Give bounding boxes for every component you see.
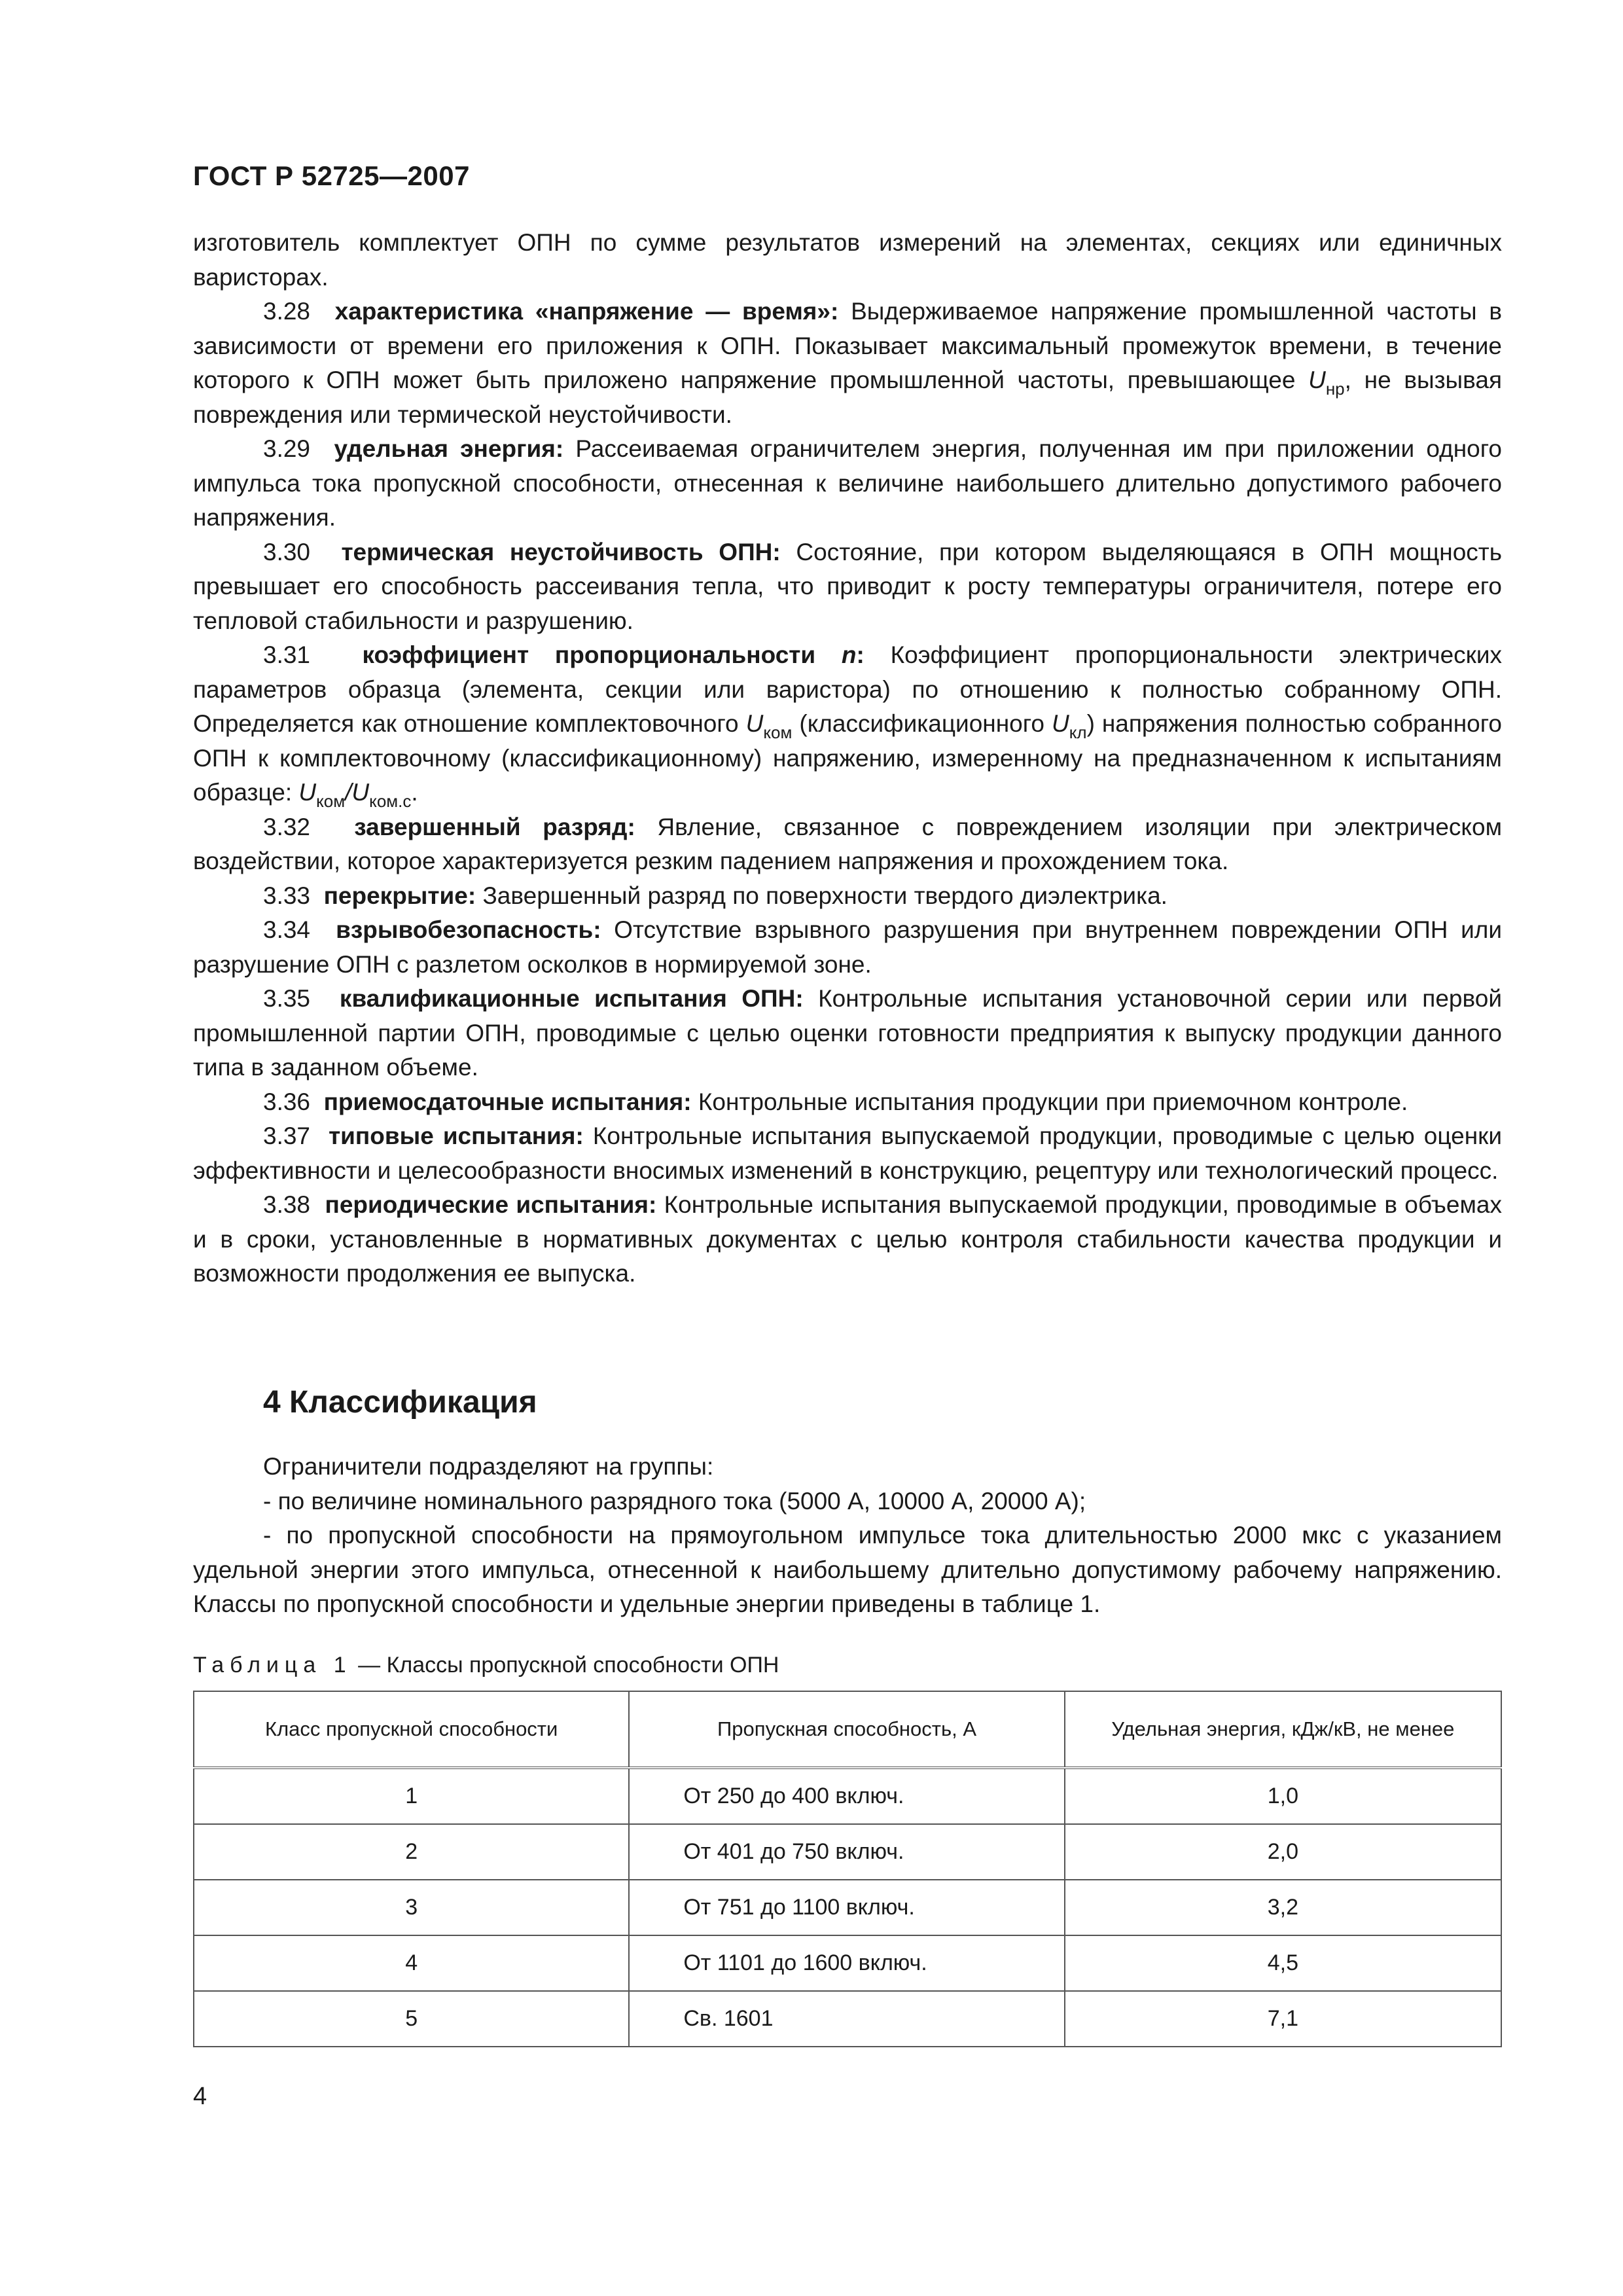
definition-3-28 xyxy=(193,295,1502,432)
subscript-kom-c: ком.с xyxy=(369,791,412,811)
throughput-classes-table xyxy=(193,1691,1502,2047)
table-row xyxy=(194,1880,1501,1935)
table-cell-energy: 4,5 xyxy=(1065,1935,1501,1991)
table-caption xyxy=(193,1653,779,1678)
table-cell-class: 1 xyxy=(194,1768,629,1824)
definition-term: завершенный разряд: xyxy=(354,813,635,840)
table-cell-energy: 1,0 xyxy=(1065,1768,1501,1824)
slash: / xyxy=(345,779,352,806)
table-row xyxy=(194,1768,1501,1824)
table-cell-class: 2 xyxy=(194,1824,629,1880)
table-cell-class: 5 xyxy=(194,1991,629,2047)
table-cell-capacity: От 401 до 750 включ. xyxy=(629,1824,1064,1880)
definition-3-36 xyxy=(193,1085,1502,1120)
definition-term: типовые испытания: xyxy=(329,1122,584,1149)
definition-3-32 xyxy=(193,810,1502,879)
intro-continuation: изготовитель комплектует ОПН по сумме результатов измерений на элементах, секциях или единичных варисторах. xyxy=(193,229,1502,291)
classification-block xyxy=(193,1450,1502,1622)
definition-number: 3.31 xyxy=(263,641,311,668)
definition-number: 3.37 xyxy=(263,1122,311,1149)
definition-text: Контрольные испытания выпускаемой продукции, проводимые с целью оценки эффективности и целесообразности вносимых изменений в конструкцию, рецептуру или технологический процесс. xyxy=(193,1122,1502,1184)
symbol-u: U xyxy=(298,779,317,806)
definition-number: 3.28 xyxy=(263,298,311,325)
table-cell-energy: 7,1 xyxy=(1065,1991,1501,2047)
definition-term: коэффициент пропорциональности xyxy=(362,641,816,668)
term-variable: n xyxy=(841,641,857,668)
definition-text: Выдерживаемое напряжение промышленной частоты в зависимости от времени его приложения к ОПН. Показывает максимальный промежуток времени, в течение которого к ОПН может быть приложено напряжение промышленной частоты, превышающее xyxy=(193,298,1503,393)
definition-text: (классификационного xyxy=(792,710,1052,737)
definition-text: Контрольные испытания продукции при приемочном контроле. xyxy=(691,1088,1408,1115)
table-cell-energy: 2,0 xyxy=(1065,1824,1501,1880)
table-cell-capacity: От 751 до 1100 включ. xyxy=(629,1880,1064,1935)
table-row xyxy=(194,1824,1501,1880)
definition-3-29 xyxy=(193,432,1502,535)
subscript-np: нр xyxy=(1325,379,1345,399)
definition-number: 3.33 xyxy=(263,882,311,909)
definition-3-37 xyxy=(193,1119,1502,1188)
definitions-block xyxy=(193,226,1502,1291)
classification-item: - по пропускной способности на прямоугольном импульсе тока длительностью 2000 мкс с указанием удельной энергии этого импульса, отнесенной к наибольшему длительно допустимому рабочему напряжению. Классы по пропускной способности и удельные энергии приведены в таблице 1. xyxy=(193,1522,1502,1617)
definition-text: Коэффициент пропорциональности электрических параметров образца (элемента, секции или варистора) по отношению к полностью собранному ОПН. Определяется как отношение комплектовочного xyxy=(193,641,1503,737)
definition-text: Рассеиваемая ограничителем энергия, полученная им при приложении одного импульса тока пропускной способности, отнесенная к величине наибольшего длительно допустимого рабочего напряжения. xyxy=(193,435,1502,531)
definition-term: перекрытие: xyxy=(323,882,476,909)
definition-text: Состояние, при котором выделяющаяся в ОПН мощность превышает его способность рассеивания тепла, что приводит к росту температуры ограничителя, потере его тепловой стабильности и разрушению. xyxy=(193,538,1502,634)
definition-number: 3.32 xyxy=(263,813,311,840)
definition-term: квалификационные испытания ОПН: xyxy=(339,985,804,1012)
definition-3-34 xyxy=(193,913,1502,982)
table-caption-text: — Классы пропускной способности ОПН xyxy=(351,1653,779,1677)
definition-term: удельная энергия: xyxy=(334,435,564,462)
document-header: ГОСТ Р 52725—2007 xyxy=(193,160,470,191)
section-title: 4 Классификация xyxy=(263,1385,537,1420)
definition-number: 3.38 xyxy=(263,1191,311,1218)
subscript-kom: ком xyxy=(763,723,793,742)
table-cell-class: 3 xyxy=(194,1880,629,1935)
table-cell-capacity: От 250 до 400 включ. xyxy=(629,1768,1064,1824)
definition-term: приемосдаточные испытания: xyxy=(323,1088,692,1115)
table-cell-class: 4 xyxy=(194,1935,629,1991)
definition-text: Отсутствие взрывного разрушения при внутреннем повреждении ОПН или разрушение ОПН с разлетом осколков в нормируемой зоне. xyxy=(193,916,1502,978)
table-row xyxy=(194,1935,1501,1991)
definition-text: Завершенный разряд по поверхности твердого диэлектрика. xyxy=(476,882,1168,909)
page-number: 4 xyxy=(193,2083,207,2110)
table-header-row xyxy=(194,1691,1501,1768)
definition-term: характеристика «напряжение — время»: xyxy=(334,298,839,325)
definition-number: 3.34 xyxy=(263,916,311,943)
definition-text: Явление, связанное с повреждением изоляции при электрическом воздействии, которое характеризуется резким падением напряжения и прохождением тока. xyxy=(193,813,1503,874)
definition-number: 3.29 xyxy=(263,435,311,462)
classification-lead: Ограничители подразделяют на группы: xyxy=(263,1453,714,1480)
classification-item: - по величине номинального разрядного тока (5000 А, 10000 А, 20000 А); xyxy=(263,1487,1086,1515)
symbol-u: U xyxy=(1051,710,1069,737)
symbol-u: U xyxy=(351,779,370,806)
symbol-u: U xyxy=(1308,367,1326,393)
definition-text: Контрольные испытания установочной серии или первой промышленной партии ОПН, проводимые с целью оценки готовности предприятия к выпуску продукции данного типа в заданном объеме. xyxy=(193,985,1502,1081)
definition-term: периодические испытания: xyxy=(325,1191,657,1218)
table-row xyxy=(194,1991,1501,2047)
definition-3-31 xyxy=(193,638,1502,810)
subscript-kom: ком xyxy=(316,791,346,811)
symbol-u: U xyxy=(745,710,764,737)
table-header-cell: Пропускная способность, А xyxy=(629,1691,1064,1768)
definition-3-33 xyxy=(193,879,1502,914)
table-cell-energy: 3,2 xyxy=(1065,1880,1501,1935)
end-dot: . xyxy=(411,779,418,806)
definition-text: ) напряжения полностью собранного ОПН к комплектовочному (классификационному) напряжению, измеренному на предназначенном к испытаниям образце: xyxy=(193,710,1502,806)
definition-3-30 xyxy=(193,535,1502,639)
definition-3-38 xyxy=(193,1188,1502,1291)
definition-text-tail: , не вызывая повреждения или термической неустойчивости. xyxy=(193,367,1502,428)
table-caption-prefix: Таблица 1 xyxy=(193,1653,352,1677)
table-header-cell: Удельная энергия, кДж/кВ, не менее xyxy=(1065,1691,1501,1768)
definition-term: термическая неустойчивость ОПН: xyxy=(341,538,781,565)
term-colon: : xyxy=(856,641,865,668)
definition-3-35 xyxy=(193,982,1502,1085)
subscript-kl: кл xyxy=(1069,723,1087,742)
definition-term: взрывобезопасность: xyxy=(336,916,601,943)
table-cell-capacity: Св. 1601 xyxy=(629,1991,1064,2047)
definition-number: 3.36 xyxy=(263,1088,311,1115)
definition-text: Контрольные испытания выпускаемой продукции, проводимые в объемах и в сроки, установленные в нормативных документах с целью контроля стабильности качества продукции и возможности продолжения ее выпуска. xyxy=(193,1191,1503,1287)
definition-number: 3.30 xyxy=(263,538,311,565)
table-header-cell: Класс пропускной способности xyxy=(194,1691,629,1768)
table-cell-capacity: От 1101 до 1600 включ. xyxy=(629,1935,1064,1991)
definition-number: 3.35 xyxy=(263,985,311,1012)
